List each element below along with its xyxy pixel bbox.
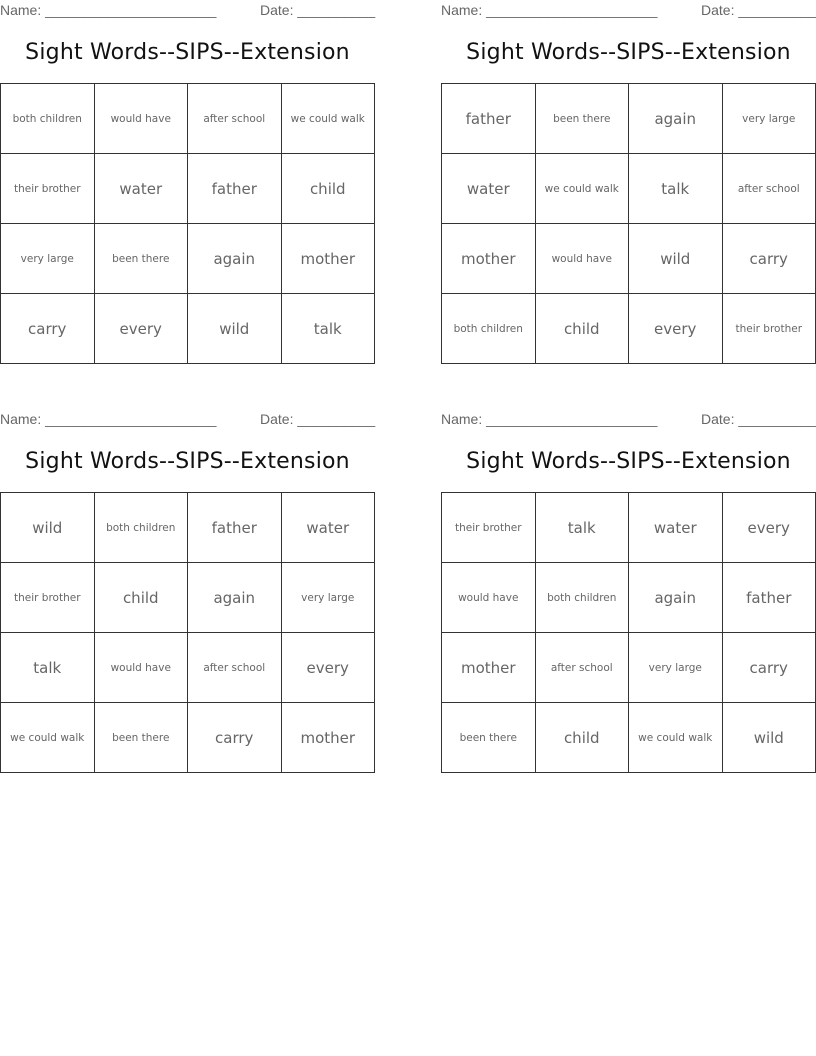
grid-cell: both children: [94, 493, 188, 563]
grid-cell: would have: [94, 633, 188, 703]
grid-row: [442, 633, 816, 703]
grid-cell: father: [188, 154, 282, 224]
grid-row: [1, 224, 375, 294]
grid-cell: would have: [94, 84, 188, 154]
grid-cell: very large: [1, 224, 95, 294]
grid-cell: wild: [1, 493, 95, 563]
grid-cell: been there: [94, 703, 188, 773]
grid-cell: both children: [1, 84, 95, 154]
grid-cell: every: [94, 294, 188, 364]
grid-cell: very large: [629, 633, 723, 703]
grid-cell: water: [281, 493, 375, 563]
grid-row: [1, 493, 375, 563]
bingo-grid: [441, 492, 816, 773]
card-title: Sight Words--SIPS--Extension: [25, 449, 350, 474]
grid-cell: very large: [281, 563, 375, 633]
date-field[interactable]: Date: __________: [701, 2, 816, 18]
grid-cell: mother: [442, 633, 536, 703]
grid-cell: again: [629, 563, 723, 633]
grid-cell: their brother: [722, 294, 816, 364]
grid-cell: again: [188, 224, 282, 294]
grid-row: [442, 84, 816, 154]
grid-cell: carry: [188, 703, 282, 773]
grid-cell: father: [722, 563, 816, 633]
grid-cell: wild: [629, 224, 723, 294]
bingo-card-3: [0, 409, 376, 747]
card-header: [0, 409, 375, 431]
grid-cell: again: [188, 563, 282, 633]
grid-cell: every: [629, 294, 723, 364]
grid-cell: we could walk: [281, 84, 375, 154]
grid-row: [442, 493, 816, 563]
grid-cell: child: [94, 563, 188, 633]
grid-cell: after school: [188, 84, 282, 154]
bingo-grid: [441, 83, 816, 364]
grid-cell: after school: [188, 633, 282, 703]
grid-cell: after school: [722, 154, 816, 224]
grid-cell: carry: [722, 633, 816, 703]
grid-row: [442, 154, 816, 224]
grid-cell: their brother: [442, 493, 536, 563]
grid-cell: wild: [722, 703, 816, 773]
grid-cell: carry: [722, 224, 816, 294]
grid-cell: every: [722, 493, 816, 563]
grid-row: [442, 294, 816, 364]
grid-cell: talk: [281, 294, 375, 364]
grid-row: [442, 224, 816, 294]
name-field[interactable]: Name: ______________________: [0, 411, 217, 427]
grid-row: [1, 294, 375, 364]
bingo-card-4: [441, 409, 816, 747]
grid-cell: would have: [442, 563, 536, 633]
grid-cell: both children: [442, 294, 536, 364]
grid-cell: been there: [442, 703, 536, 773]
grid-row: [1, 563, 375, 633]
name-field[interactable]: Name: ______________________: [0, 2, 217, 18]
grid-row: [1, 84, 375, 154]
bingo-card-2: [441, 0, 816, 338]
grid-cell: mother: [281, 224, 375, 294]
grid-cell: water: [442, 154, 536, 224]
grid-row: [1, 154, 375, 224]
grid-cell: both children: [535, 563, 629, 633]
bingo-grid: [0, 83, 375, 364]
grid-cell: we could walk: [535, 154, 629, 224]
grid-cell: carry: [1, 294, 95, 364]
grid-cell: child: [535, 294, 629, 364]
grid-cell: again: [629, 84, 723, 154]
grid-cell: very large: [722, 84, 816, 154]
grid-cell: child: [535, 703, 629, 773]
grid-cell: father: [188, 493, 282, 563]
bingo-card-1: [0, 0, 376, 338]
card-header: [0, 0, 375, 22]
grid-row: [1, 703, 375, 773]
date-field[interactable]: Date: __________: [701, 411, 816, 427]
grid-cell: mother: [442, 224, 536, 294]
grid-cell: talk: [629, 154, 723, 224]
card-header: [441, 0, 816, 22]
card-title: Sight Words--SIPS--Extension: [466, 40, 791, 65]
grid-cell: their brother: [1, 154, 95, 224]
name-field[interactable]: Name: ______________________: [441, 2, 658, 18]
grid-cell: been there: [535, 84, 629, 154]
grid-cell: mother: [281, 703, 375, 773]
date-field[interactable]: Date: __________: [260, 411, 376, 427]
grid-row: [1, 633, 375, 703]
grid-cell: after school: [535, 633, 629, 703]
grid-row: [442, 563, 816, 633]
grid-cell: every: [281, 633, 375, 703]
grid-cell: father: [442, 84, 536, 154]
grid-cell: been there: [94, 224, 188, 294]
grid-cell: we could walk: [1, 703, 95, 773]
grid-cell: child: [281, 154, 375, 224]
grid-row: [442, 703, 816, 773]
grid-cell: would have: [535, 224, 629, 294]
name-field[interactable]: Name: ______________________: [441, 411, 658, 427]
card-title: Sight Words--SIPS--Extension: [466, 449, 791, 474]
grid-cell: their brother: [1, 563, 95, 633]
bingo-grid: [0, 492, 375, 773]
grid-cell: we could walk: [629, 703, 723, 773]
grid-cell: talk: [1, 633, 95, 703]
grid-cell: talk: [535, 493, 629, 563]
grid-cell: wild: [188, 294, 282, 364]
card-header: [441, 409, 816, 431]
grid-cell: water: [629, 493, 723, 563]
date-field[interactable]: Date: __________: [260, 2, 376, 18]
grid-cell: water: [94, 154, 188, 224]
card-title: Sight Words--SIPS--Extension: [25, 40, 350, 65]
